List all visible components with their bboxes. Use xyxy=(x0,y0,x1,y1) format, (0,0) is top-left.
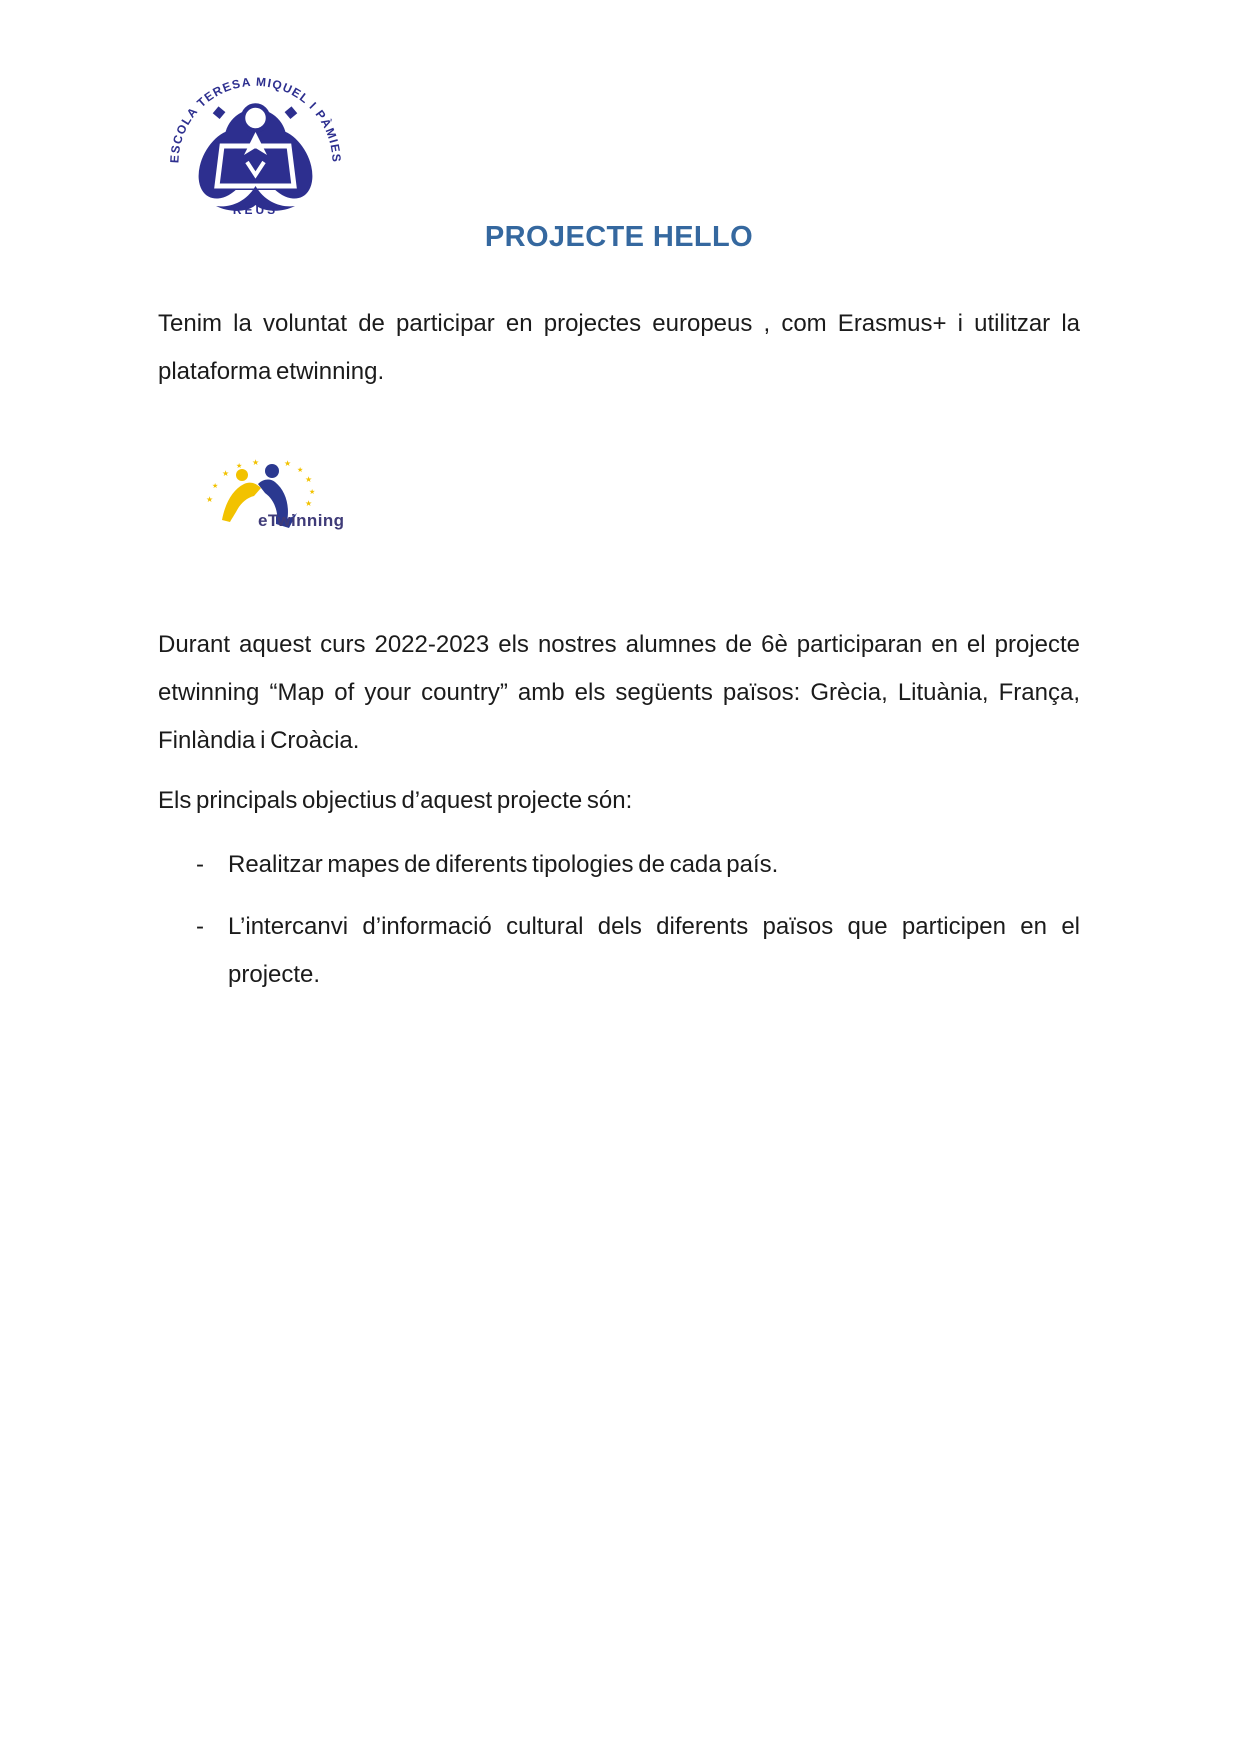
svg-text:★: ★ xyxy=(305,475,313,484)
school-name-text: ESCOLA TERESA MIQUEL I PÀMIES xyxy=(167,74,344,164)
document-content xyxy=(158,220,1080,1013)
etwinning-logo xyxy=(192,458,362,536)
svg-text:★: ★ xyxy=(305,499,313,508)
school-emblem-icon xyxy=(187,106,323,211)
school-logo xyxy=(158,66,353,220)
svg-text:★: ★ xyxy=(222,469,230,478)
svg-text:★: ★ xyxy=(236,462,243,470)
paragraph-intro: Tenim la voluntat de participar en projectes europeus , com Erasmus+ i utilitzar la plataforma etwinning. xyxy=(158,310,1080,385)
objectives-list xyxy=(158,841,1080,999)
bullet-marker: - xyxy=(196,913,204,940)
svg-text:★: ★ xyxy=(206,495,214,504)
etwinning-wordmark: eTwinning xyxy=(258,511,345,530)
svg-text:★: ★ xyxy=(252,458,260,467)
etwinning-logo-icon xyxy=(192,458,362,536)
list-item-text: L’intercanvi d’informació cultural dels diferents països que participen en el projecte. xyxy=(228,913,1080,988)
svg-text:★: ★ xyxy=(284,459,292,468)
list-item xyxy=(158,841,1080,889)
list-item xyxy=(158,903,1080,999)
svg-text:★: ★ xyxy=(309,488,316,496)
page-title: PROJECTE HELLO xyxy=(484,221,754,253)
bullet-marker: - xyxy=(196,851,204,878)
list-item-text: Realitzar mapes de diferents tipologies de cada país. xyxy=(228,851,779,878)
paragraph-project: Durant aquest curs 2022-2023 els nostres alumnes de 6è participaran en el projecte etwinning “Map of your country” amb els següents països: Grècia, Lituània, França, Finlàndia i Croàcia. xyxy=(158,631,1080,754)
svg-text:★: ★ xyxy=(212,482,219,490)
school-city-text: REUS xyxy=(232,203,279,217)
paragraph-objectives-intro: Els principals objectius d’aquest projecte són: xyxy=(158,787,633,814)
svg-text:★: ★ xyxy=(297,466,304,474)
